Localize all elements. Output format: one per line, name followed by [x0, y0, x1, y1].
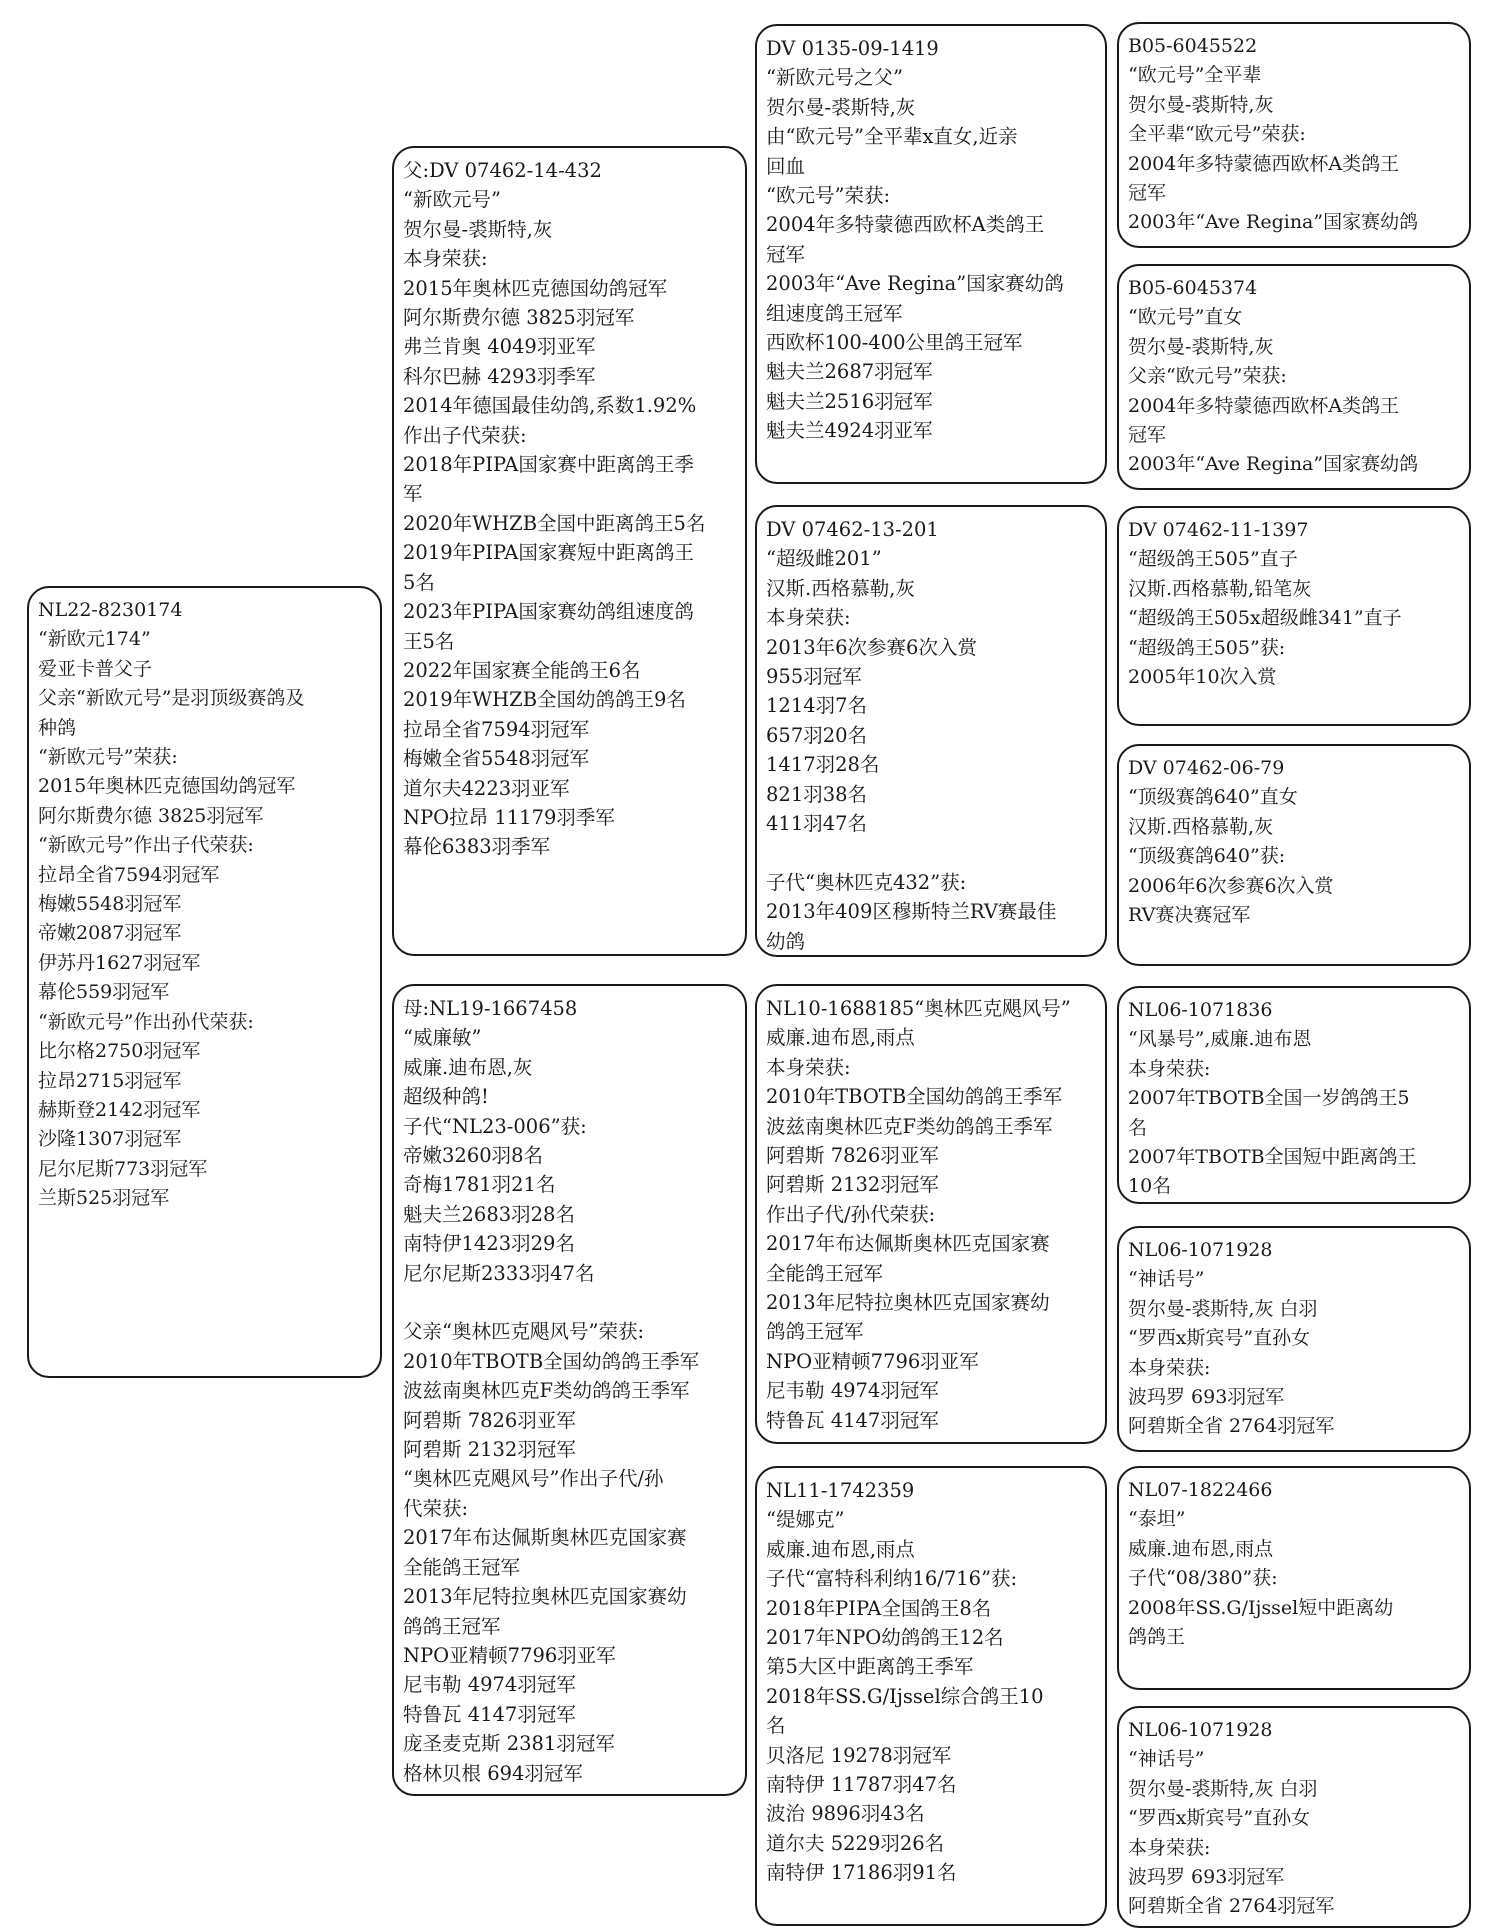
- pedigree-text-line: 威廉.迪布恩,雨点: [766, 1537, 915, 1561]
- pedigree-text-line: 军: [403, 482, 423, 506]
- pedigree-text-line: 魁夫兰2683羽28名: [403, 1202, 575, 1226]
- pedigree-text-line: 爱亚卡普父子: [38, 657, 153, 680]
- pedigree-text-line: 名: [766, 1714, 786, 1738]
- pedigree-text-line: 2020年WHZB全国中距离鸽王5名: [403, 511, 706, 535]
- pedigree-text-line: RV赛决赛冠军: [1128, 904, 1251, 927]
- pedigree-text-line: 庞圣麦克斯 2381羽冠军: [403, 1732, 615, 1756]
- pedigree-text-line: 阿尔斯费尔德 3825羽冠军: [38, 804, 264, 827]
- ring-number: NL22-8230174: [38, 599, 183, 621]
- pedigree-card-dam-dam: [755, 1466, 1107, 1926]
- pedigree-text-line: 1417羽28名: [766, 753, 880, 777]
- pedigree-text-line: 沙隆1307羽冠军: [38, 1128, 182, 1151]
- pedigree-text-line: “顶级赛鸽640”获:: [1128, 845, 1286, 868]
- pedigree-text-line: 种鸽: [38, 716, 77, 739]
- pedigree-text-line: 伊苏丹1627羽冠军: [38, 951, 201, 974]
- pedigree-card-dd-sire: [1117, 1466, 1471, 1690]
- pedigree-text-line: 阿碧斯 2132羽冠军: [766, 1173, 939, 1197]
- ring-number: DV 07462-11-1397: [1128, 519, 1309, 541]
- pedigree-text-line: 波玛罗 693羽冠军: [1128, 1386, 1285, 1409]
- pedigree-text-line: 1214羽7名: [766, 694, 868, 718]
- pedigree-text-line: 弗兰肯奥 4049羽亚军: [403, 335, 596, 359]
- pedigree-text-line: 411羽47名: [766, 812, 868, 836]
- pedigree-text-line: 2008年SS.G/Ijssel短中距离幼: [1128, 1596, 1394, 1619]
- pedigree-text-line: 2019年PIPA国家赛短中距离鸽王: [403, 541, 694, 565]
- pedigree-text-line: 2018年PIPA全国鸽王8名: [766, 1596, 992, 1620]
- ring-number: B05-6045374: [1128, 277, 1258, 299]
- pedigree-text-line: 子代“奥林匹克432”获:: [766, 870, 967, 894]
- pedigree-text-line: 西欧杯100-400公里鸽王冠军: [766, 331, 1023, 355]
- ring-number: DV 0135-09-1419: [766, 37, 939, 60]
- pedigree-text-line: 汉斯.西格慕勒,灰: [1128, 815, 1274, 838]
- pedigree-text-line: 2017年布达佩斯奥林匹克国家赛: [403, 1526, 687, 1550]
- pedigree-text-line: 特鲁瓦 4147羽冠军: [403, 1702, 576, 1726]
- pedigree-text-line: 幼鸽: [766, 929, 806, 953]
- pedigree-text-line: 冠军: [1128, 182, 1167, 205]
- pedigree-text-line: 波治 9896羽43名: [766, 1802, 925, 1826]
- pedigree-card-dam: [392, 984, 747, 1796]
- pedigree-text-line: 父亲“欧元号”荣获:: [1128, 365, 1287, 388]
- pedigree-text-line: 子代“08/380”获:: [1128, 1567, 1278, 1590]
- pedigree-text-line: 回血: [766, 154, 806, 178]
- pedigree-text-line: 尼尔尼斯2333羽47名: [403, 1261, 595, 1285]
- pedigree-text-line: “新欧元号”荣获:: [38, 746, 178, 769]
- pedigree-text-line: 南特伊1423羽29名: [403, 1232, 575, 1256]
- pedigree-text-line: 本身荣获:: [766, 1055, 851, 1079]
- pedigree-text-line: “神话号”: [1128, 1748, 1205, 1771]
- pedigree-text-line: 阿碧斯全省 2764羽冠军: [1128, 1895, 1335, 1918]
- pedigree-text-line: “神话号”: [1128, 1268, 1205, 1291]
- pedigree-text-line: 比尔格2750羽冠军: [38, 1040, 201, 1063]
- pedigree-text-line: 尼韦勒 4974羽冠军: [766, 1379, 939, 1403]
- pedigree-text-line: NPO拉昂 11179羽季军: [403, 805, 615, 829]
- pedigree-text-line: “新欧元174”: [38, 628, 151, 651]
- pedigree-text-line: 道尔夫 5229羽26名: [766, 1831, 945, 1855]
- pedigree-text-line: 贺尔曼-裘斯特,灰 白羽: [1128, 1777, 1318, 1800]
- pedigree-text-line: 魁夫兰4924羽亚军: [766, 419, 933, 443]
- pedigree-text-line: 2013年尼特拉奥林匹克国家赛幼: [403, 1585, 687, 1609]
- pedigree-text-line: 2005年10次入赏: [1128, 666, 1277, 689]
- pedigree-text-line: 全能鸽王冠军: [403, 1555, 521, 1579]
- ring-number: B05-6045522: [1128, 35, 1258, 57]
- pedigree-text-line: 赫斯登2142羽冠军: [38, 1098, 201, 1121]
- pedigree-text-line: 组速度鸽王冠军: [766, 301, 903, 325]
- pedigree-text-line: 2019年WHZB全国幼鸽鸽王9名: [403, 688, 686, 712]
- pedigree-text-line: 贺尔曼-裘斯特,灰: [1128, 93, 1274, 116]
- pedigree-card-sd-dam: [1117, 744, 1471, 966]
- pedigree-text-line: 第5大区中距离鸽王季军: [766, 1655, 974, 1679]
- pedigree-text-line: 梅嫩全省5548羽冠军: [403, 747, 590, 771]
- pedigree-text-line: “超级鸽王505”直子: [1128, 548, 1298, 571]
- pedigree-text-line: 拉昂全省7594羽冠军: [403, 717, 590, 741]
- pedigree-text-line: 王5名: [403, 629, 455, 653]
- pedigree-text-line: 道尔夫4223羽亚军: [403, 776, 570, 800]
- pedigree-text-line: 波兹南奥林匹克F类幼鸽鸽王季军: [403, 1379, 690, 1403]
- pedigree-card-sire: [392, 146, 747, 956]
- pedigree-text-line: 2003年“Ave Regina”国家赛幼鸽: [1128, 211, 1419, 234]
- pedigree-text-line: 2013年6次参赛6次入赏: [766, 635, 977, 659]
- pedigree-card-sire-dam: [755, 505, 1107, 957]
- pedigree-card-ss-dam: [1117, 264, 1471, 490]
- pedigree-text-line: 2003年“Ave Regina”国家赛幼鸽: [1128, 453, 1419, 476]
- pedigree-text-line: 特鲁瓦 4147羽冠军: [766, 1408, 939, 1432]
- pedigree-text-line: 贺尔曼-裘斯特,灰: [403, 217, 553, 241]
- pedigree-text-line: 名: [1128, 1116, 1148, 1139]
- pedigree-text-line: 2004年多特蒙德西欧杯A类鸽王: [1128, 394, 1400, 417]
- pedigree-text-line: 鸽鸽王: [1128, 1626, 1186, 1649]
- pedigree-text-line: 冠军: [766, 242, 806, 266]
- pedigree-text-line: 955羽冠军: [766, 665, 862, 689]
- pedigree-text-line: “超级雌201”: [766, 547, 882, 571]
- pedigree-text-line: 2015年奥林匹克德国幼鸽冠军: [38, 775, 296, 798]
- pedigree-text-line: “新欧元号之父”: [766, 66, 903, 90]
- pedigree-text-line: 2018年PIPA国家赛中距离鸽王季: [403, 453, 694, 477]
- pedigree-text-line: NPO亚精顿7796羽亚军: [766, 1349, 979, 1373]
- pedigree-text-line: 帝嫩2087羽冠军: [38, 922, 182, 945]
- pedigree-text-line: 格林贝根 694羽冠军: [403, 1761, 583, 1785]
- pedigree-text-line: 2010年TBOTB全国幼鸽鸽王季军: [403, 1349, 700, 1373]
- pedigree-text-line: “欧元号”荣获:: [766, 184, 891, 208]
- pedigree-text-line: 贺尔曼-裘斯特,灰: [1128, 335, 1274, 358]
- pedigree-text-line: 尼韦勒 4974羽冠军: [403, 1673, 576, 1697]
- pedigree-text-line: 冠军: [1128, 424, 1167, 447]
- pedigree-text-line: 2022年国家赛全能鸽王6名: [403, 658, 641, 682]
- pedigree-text-line: 幕伦559羽冠军: [38, 981, 170, 1004]
- ring-number: NL07-1822466: [1128, 1479, 1273, 1501]
- pedigree-text-line: “风暴号”,威廉.迪布恩: [1128, 1028, 1312, 1051]
- pedigree-text-line: 2017年布达佩斯奥林匹克国家赛: [766, 1232, 1050, 1256]
- pedigree-text-line: “罗西x斯宾号”直孙女: [1128, 1807, 1311, 1830]
- pedigree-text-line: 821羽38名: [766, 782, 868, 806]
- pedigree-text-line: 2007年TBOTB全国一岁鸽鸽王5: [1128, 1087, 1410, 1110]
- pedigree-text-line: 本身荣获:: [403, 247, 488, 271]
- pedigree-text-line: 超级种鸽!: [403, 1085, 489, 1109]
- pedigree-text-line: 贝洛尼 19278羽冠军: [766, 1743, 952, 1767]
- ring-number: NL10-1688185“奥林匹克飓风号”: [766, 997, 1071, 1020]
- pedigree-text-line: 全平辈“欧元号”荣获:: [1128, 123, 1306, 146]
- pedigree-text-line: 本身荣获:: [1128, 1356, 1211, 1379]
- pedigree-text-line: 2015年奥林匹克德国幼鸽冠军: [403, 276, 668, 300]
- pedigree-text-line: 2004年多特蒙德西欧杯A类鸽王: [766, 213, 1045, 237]
- pedigree-text-line: “奥林匹克飓风号”作出子代/孙: [403, 1467, 664, 1491]
- pedigree-text-line: 幕伦6383羽季军: [403, 835, 551, 859]
- pedigree-text-line: 2010年TBOTB全国幼鸽鸽王季军: [766, 1085, 1063, 1109]
- ring-number: NL06-1071836: [1128, 999, 1273, 1021]
- pedigree-text-line: 拉昂2715羽冠军: [38, 1069, 182, 1092]
- pedigree-text-line: “泰坦”: [1128, 1508, 1186, 1531]
- pedigree-card-ds-sire: [1117, 986, 1471, 1204]
- ring-number: NL11-1742359: [766, 1479, 915, 1502]
- pedigree-text-line: “超级鸽王505x超级雌341”直子: [1128, 607, 1402, 630]
- pedigree-text-line: 2013年尼特拉奥林匹克国家赛幼: [766, 1291, 1050, 1315]
- pedigree-card-ss-sire: [1117, 22, 1471, 248]
- pedigree-text-line: “罗西x斯宾号”直孙女: [1128, 1327, 1311, 1350]
- ring-number: DV 07462-06-79: [1128, 757, 1285, 779]
- pedigree-text-line: NPO亚精顿7796羽亚军: [403, 1643, 616, 1667]
- pedigree-text-line: 2013年409区穆斯特兰RV赛最佳: [766, 900, 1057, 924]
- pedigree-text-line: “欧元号”直女: [1128, 306, 1243, 329]
- pedigree-text-line: 本身荣获:: [766, 606, 851, 630]
- pedigree-text-line: 鸽鸽王冠军: [403, 1614, 501, 1638]
- pedigree-text-line: “威廉敏”: [403, 1026, 482, 1050]
- pedigree-text-line: 威廉.迪布恩,雨点: [1128, 1537, 1274, 1560]
- pedigree-text-line: 阿碧斯 7826羽亚军: [766, 1144, 939, 1168]
- pedigree-text-line: 子代“富特科利纳16/716”获:: [766, 1567, 1018, 1591]
- pedigree-text-line: 2007年TBOTB全国短中距离鸽王: [1128, 1146, 1417, 1169]
- pedigree-text-line: “欧元号”全平辈: [1128, 64, 1262, 87]
- pedigree-text-line: 父亲“新欧元号”是羽顶级赛鸽及: [38, 687, 305, 710]
- pedigree-text-line: 2014年德国最佳幼鸽,系数1.92%: [403, 394, 697, 418]
- pedigree-text-line: 兰斯525羽冠军: [38, 1187, 170, 1210]
- pedigree-text-line: “顶级赛鸽640”直女: [1128, 786, 1298, 809]
- pedigree-text-line: 5名: [403, 570, 435, 594]
- pedigree-text-line: 10名: [1128, 1175, 1172, 1198]
- pedigree-text-line: 阿尔斯费尔德 3825羽冠军: [403, 306, 635, 330]
- pedigree-text-line: 帝嫩3260羽8名: [403, 1144, 544, 1168]
- pedigree-text-line: 作出子代/孙代荣获:: [766, 1202, 936, 1226]
- ring-number: 父:DV 07462-14-432: [403, 159, 602, 182]
- pedigree-text-line: 2003年“Ave Regina”国家赛幼鸽: [766, 272, 1064, 296]
- pedigree-text-line: 本身荣获:: [1128, 1836, 1211, 1859]
- pedigree-text-line: “新欧元号”作出子代荣获:: [38, 834, 254, 857]
- pedigree-text-line: 魁夫兰2687羽冠军: [766, 360, 933, 384]
- pedigree-text-line: 鸽鸽王冠军: [766, 1320, 864, 1344]
- pedigree-text-line: 贺尔曼-裘斯特,灰: [766, 95, 916, 119]
- pedigree-text-line: 贺尔曼-裘斯特,灰 白羽: [1128, 1297, 1318, 1320]
- pedigree-text-line: 2017年NPO幼鸽鸽王12名: [766, 1626, 1004, 1650]
- pedigree-text-line: “超级鸽王505”获:: [1128, 636, 1286, 659]
- pedigree-text-line: 南特伊 17186羽91名: [766, 1861, 957, 1885]
- pedigree-text-line: 梅嫩5548羽冠军: [38, 893, 182, 916]
- pedigree-text-line: [766, 838, 1097, 867]
- ring-number: NL06-1071928: [1128, 1239, 1273, 1261]
- pedigree-text-line: 拉昂全省7594羽冠军: [38, 863, 220, 886]
- pedigree-text-line: 南特伊 11787羽47名: [766, 1773, 957, 1797]
- pedigree-card-dam-sire: [755, 984, 1107, 1444]
- pedigree-text-line: “新欧元号”: [403, 188, 501, 212]
- pedigree-card-self: [27, 586, 382, 1378]
- pedigree-card-sd-sire: [1117, 506, 1471, 726]
- pedigree-text-line: 2004年多特蒙德西欧杯A类鸽王: [1128, 152, 1400, 175]
- pedigree-text-line: 汉斯.西格慕勒,铅笔灰: [1128, 577, 1312, 600]
- pedigree-text-line: “新欧元号”作出孙代荣获:: [38, 1010, 254, 1033]
- pedigree-text-line: 波玛罗 693羽冠军: [1128, 1866, 1285, 1889]
- pedigree-text-line: 作出子代荣获:: [403, 423, 527, 447]
- pedigree-text-line: 汉斯.西格慕勒,灰: [766, 576, 915, 600]
- pedigree-card-sire-sire: [755, 24, 1107, 484]
- pedigree-card-dd-dam: [1117, 1706, 1471, 1928]
- pedigree-text-line: 2006年6次参赛6次入赏: [1128, 874, 1334, 897]
- pedigree-text-line: 阿碧斯 2132羽冠军: [403, 1438, 576, 1462]
- pedigree-text-line: 2023年PIPA国家赛幼鸽组速度鸽: [403, 600, 694, 624]
- pedigree-text-line: “缇娜克”: [766, 1508, 845, 1532]
- pedigree-text-line: 2018年SS.G/Ijssel综合鸽王10: [766, 1684, 1044, 1708]
- pedigree-text-line: 本身荣获:: [1128, 1057, 1211, 1080]
- ring-number: 母:NL19-1667458: [403, 997, 578, 1020]
- pedigree-card-ds-dam: [1117, 1226, 1471, 1452]
- pedigree-text-line: [403, 1288, 737, 1317]
- pedigree-text-line: 威廉.迪布恩,雨点: [766, 1026, 915, 1050]
- pedigree-text-line: 奇梅1781羽21名: [403, 1173, 556, 1197]
- pedigree-text-line: 阿碧斯全省 2764羽冠军: [1128, 1415, 1335, 1438]
- pedigree-text-line: 657羽20名: [766, 723, 868, 747]
- pedigree-text-line: 威廉.迪布恩,灰: [403, 1055, 533, 1079]
- pedigree-text-line: 父亲“奥林匹克飓风号”荣获:: [403, 1320, 645, 1344]
- pedigree-text-line: 魁夫兰2516羽冠军: [766, 389, 933, 413]
- pedigree-text-line: 子代“NL23-006”获:: [403, 1114, 587, 1138]
- pedigree-text-line: 代荣获:: [403, 1496, 469, 1520]
- pedigree-text-line: 科尔巴赫 4293羽季军: [403, 364, 596, 388]
- ring-number: NL06-1071928: [1128, 1719, 1273, 1741]
- pedigree-text-line: 波兹南奥林匹克F类幼鸽鸽王季军: [766, 1114, 1053, 1138]
- pedigree-text-line: 由“欧元号”全平辈x直女,近亲: [766, 125, 1018, 149]
- pedigree-text-line: 阿碧斯 7826羽亚军: [403, 1408, 576, 1432]
- pedigree-text-line: 尼尔尼斯773羽冠军: [38, 1157, 208, 1180]
- pedigree-text-line: 全能鸽王冠军: [766, 1261, 884, 1285]
- ring-number: DV 07462-13-201: [766, 518, 939, 541]
